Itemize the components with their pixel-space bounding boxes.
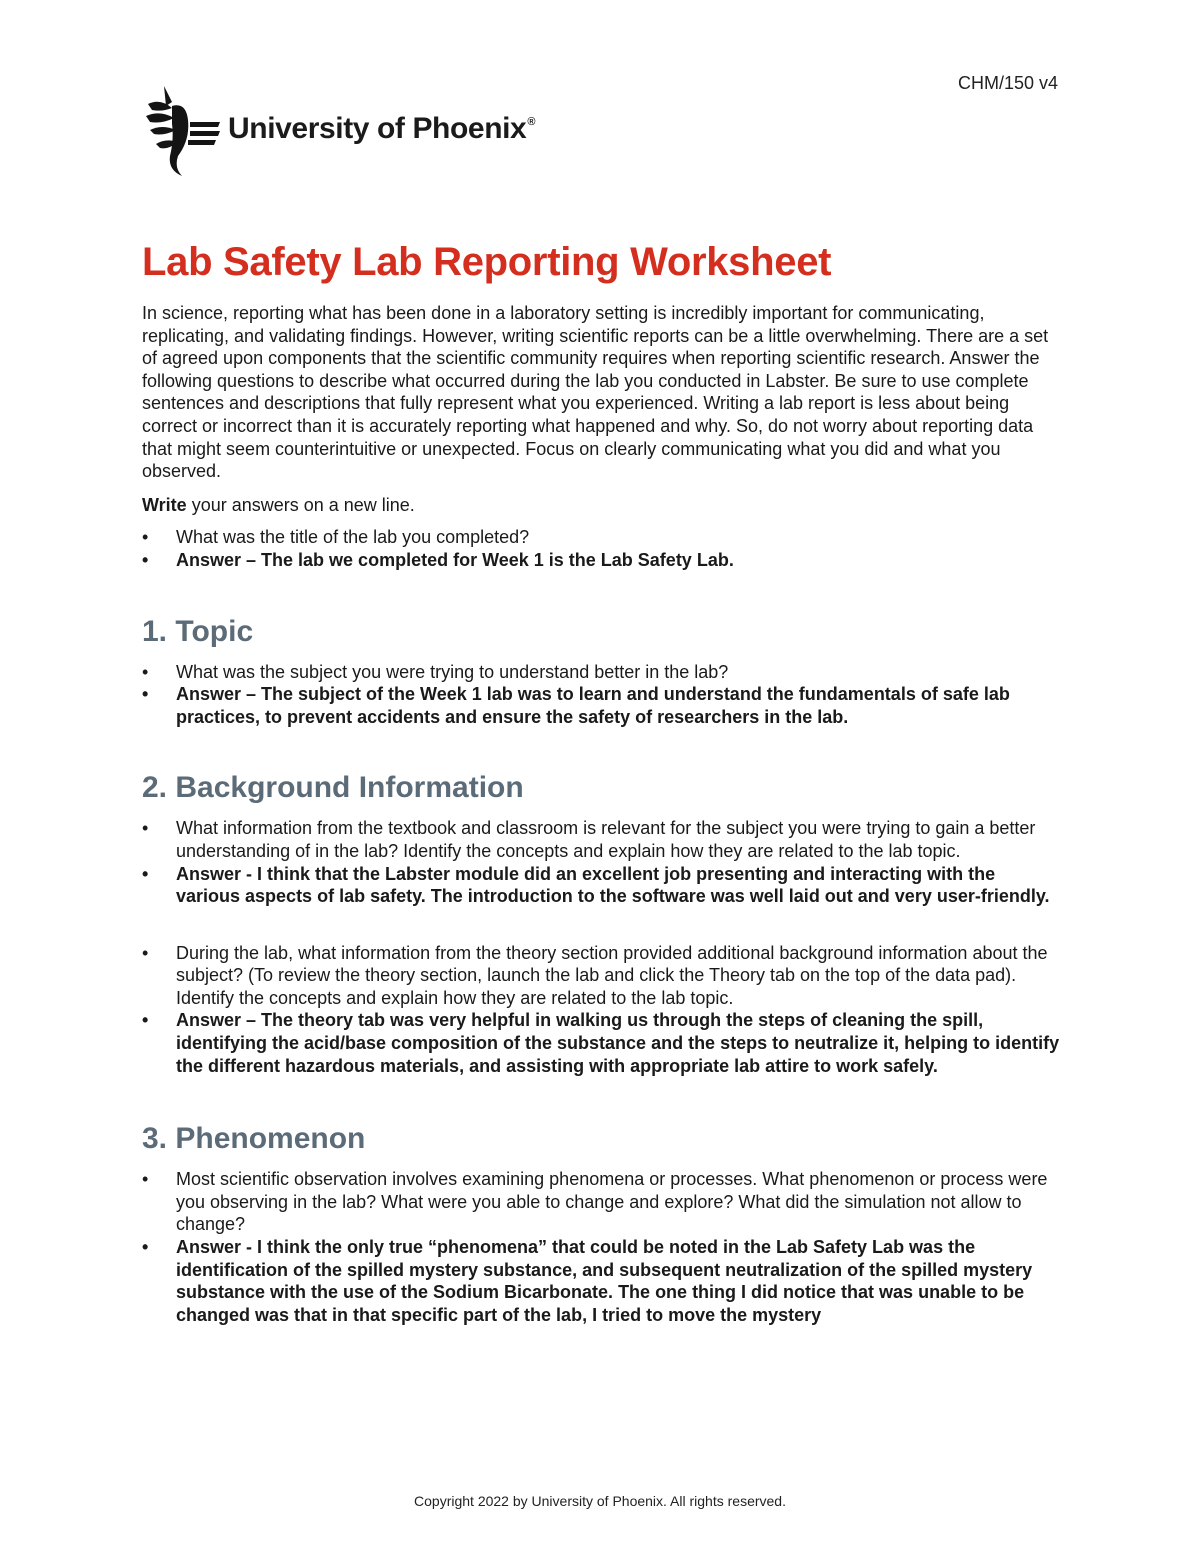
intro-paragraph: In science, reporting what has been done in a laboratory setting is incredibly important for communicating, replicating, and validating findings. However, writing scientific reports can be a little overwhelming. There are a set of agreed upon components that the scientific community requires when reporting scientific research. Answer the following questions to describe what occurred during the lab you conducted in Labster. Be sure to use complete sentences and descriptions that fully represent what you experienced. Writing a lab report is less about being correct or incorrect than it is accurately reporting what happened and why. So, do not worry about reporting data that might seem counterintuitive or unexpected. Focus on clearly communicating what you did and what you observed. xyxy=(142,303,1049,482)
phenomenon-list xyxy=(142,1168,1062,1326)
copyright-footer: Copyright 2022 by University of Phoenix. All rights reserved. xyxy=(414,1493,786,1509)
instruction-rest: your answers on a new line. xyxy=(186,494,415,515)
page-title: Lab Safety Lab Reporting Worksheet xyxy=(142,240,832,284)
question-item: • What information from the textbook and classroom is relevant for the subject you were trying to gain a better understanding of in the lab? Identify the concepts and explain how they are related to the lab topic. xyxy=(142,817,1062,862)
logo-wordmark: University of Phoenix xyxy=(228,112,527,145)
course-code: CHM/150 v4 xyxy=(957,73,1058,93)
answer-item: • Answer - I think that the Labster module did an excellent job presenting and interacting with the various aspects of lab safety. The introduction to the software was well laid out and very user-friendly. xyxy=(142,863,1062,908)
answer-item: • Answer – The lab we completed for Week 1 is the Lab Safety Lab. xyxy=(142,549,1062,572)
question-item: • During the lab, what information from the theory section provided additional background information about the subject? (To review the theory section, launch the lab and click the Theory tab on the top of the data pad). Identify the concepts and explain how they are related to the lab topic. xyxy=(142,942,1062,1010)
section-heading-background: 2. Background Information xyxy=(142,771,524,805)
question-item: • What was the title of the lab you completed? xyxy=(142,526,1062,549)
topic-list xyxy=(142,661,1062,729)
university-logo xyxy=(142,84,535,178)
question-item: • Most scientific observation involves examining phenomena or processes. What phenomenon or process were you observing in the lab? What were you able to change and explore? What did the simulation not allow to change? xyxy=(142,1168,1062,1236)
background-list xyxy=(142,817,1062,907)
answer-item: • Answer – The theory tab was very helpful in walking us through the steps of cleaning the spill, identifying the acid/base composition of the substance and the steps to neutralize it, helping to identify the different hazardous materials, and assisting with appropriate lab attire to work safely. xyxy=(142,1009,1062,1077)
background-list-2 xyxy=(142,942,1062,1078)
answer-item: • Answer – The subject of the Week 1 lab was to learn and understand the fundamentals of safe lab practices, to prevent accidents and ensure the safety of researchers in the lab. xyxy=(142,683,1062,728)
instruction-bold: Write xyxy=(142,494,187,515)
instruction-line xyxy=(142,494,1062,517)
document-body xyxy=(142,236,1062,1326)
answer-item: • Answer - I think the only true “phenomena” that could be noted in the Lab Safety Lab was the identification of the spilled mystery substance, and subsequent neutralization of the spilled mystery substance with the use of the Sodium Bicarbonate. The one thing I did notice that was unable to be changed was that in that specific part of the lab, I tried to move the mystery xyxy=(142,1236,1062,1326)
title-question-list xyxy=(142,526,1062,571)
phoenix-icon xyxy=(142,84,222,178)
registered-mark: ® xyxy=(527,116,536,128)
section-heading-phenomenon: 3. Phenomenon xyxy=(142,1122,366,1156)
section-heading-topic: 1. Topic xyxy=(142,614,254,648)
question-item: • What was the subject you were trying to understand better in the lab? xyxy=(142,661,1062,684)
